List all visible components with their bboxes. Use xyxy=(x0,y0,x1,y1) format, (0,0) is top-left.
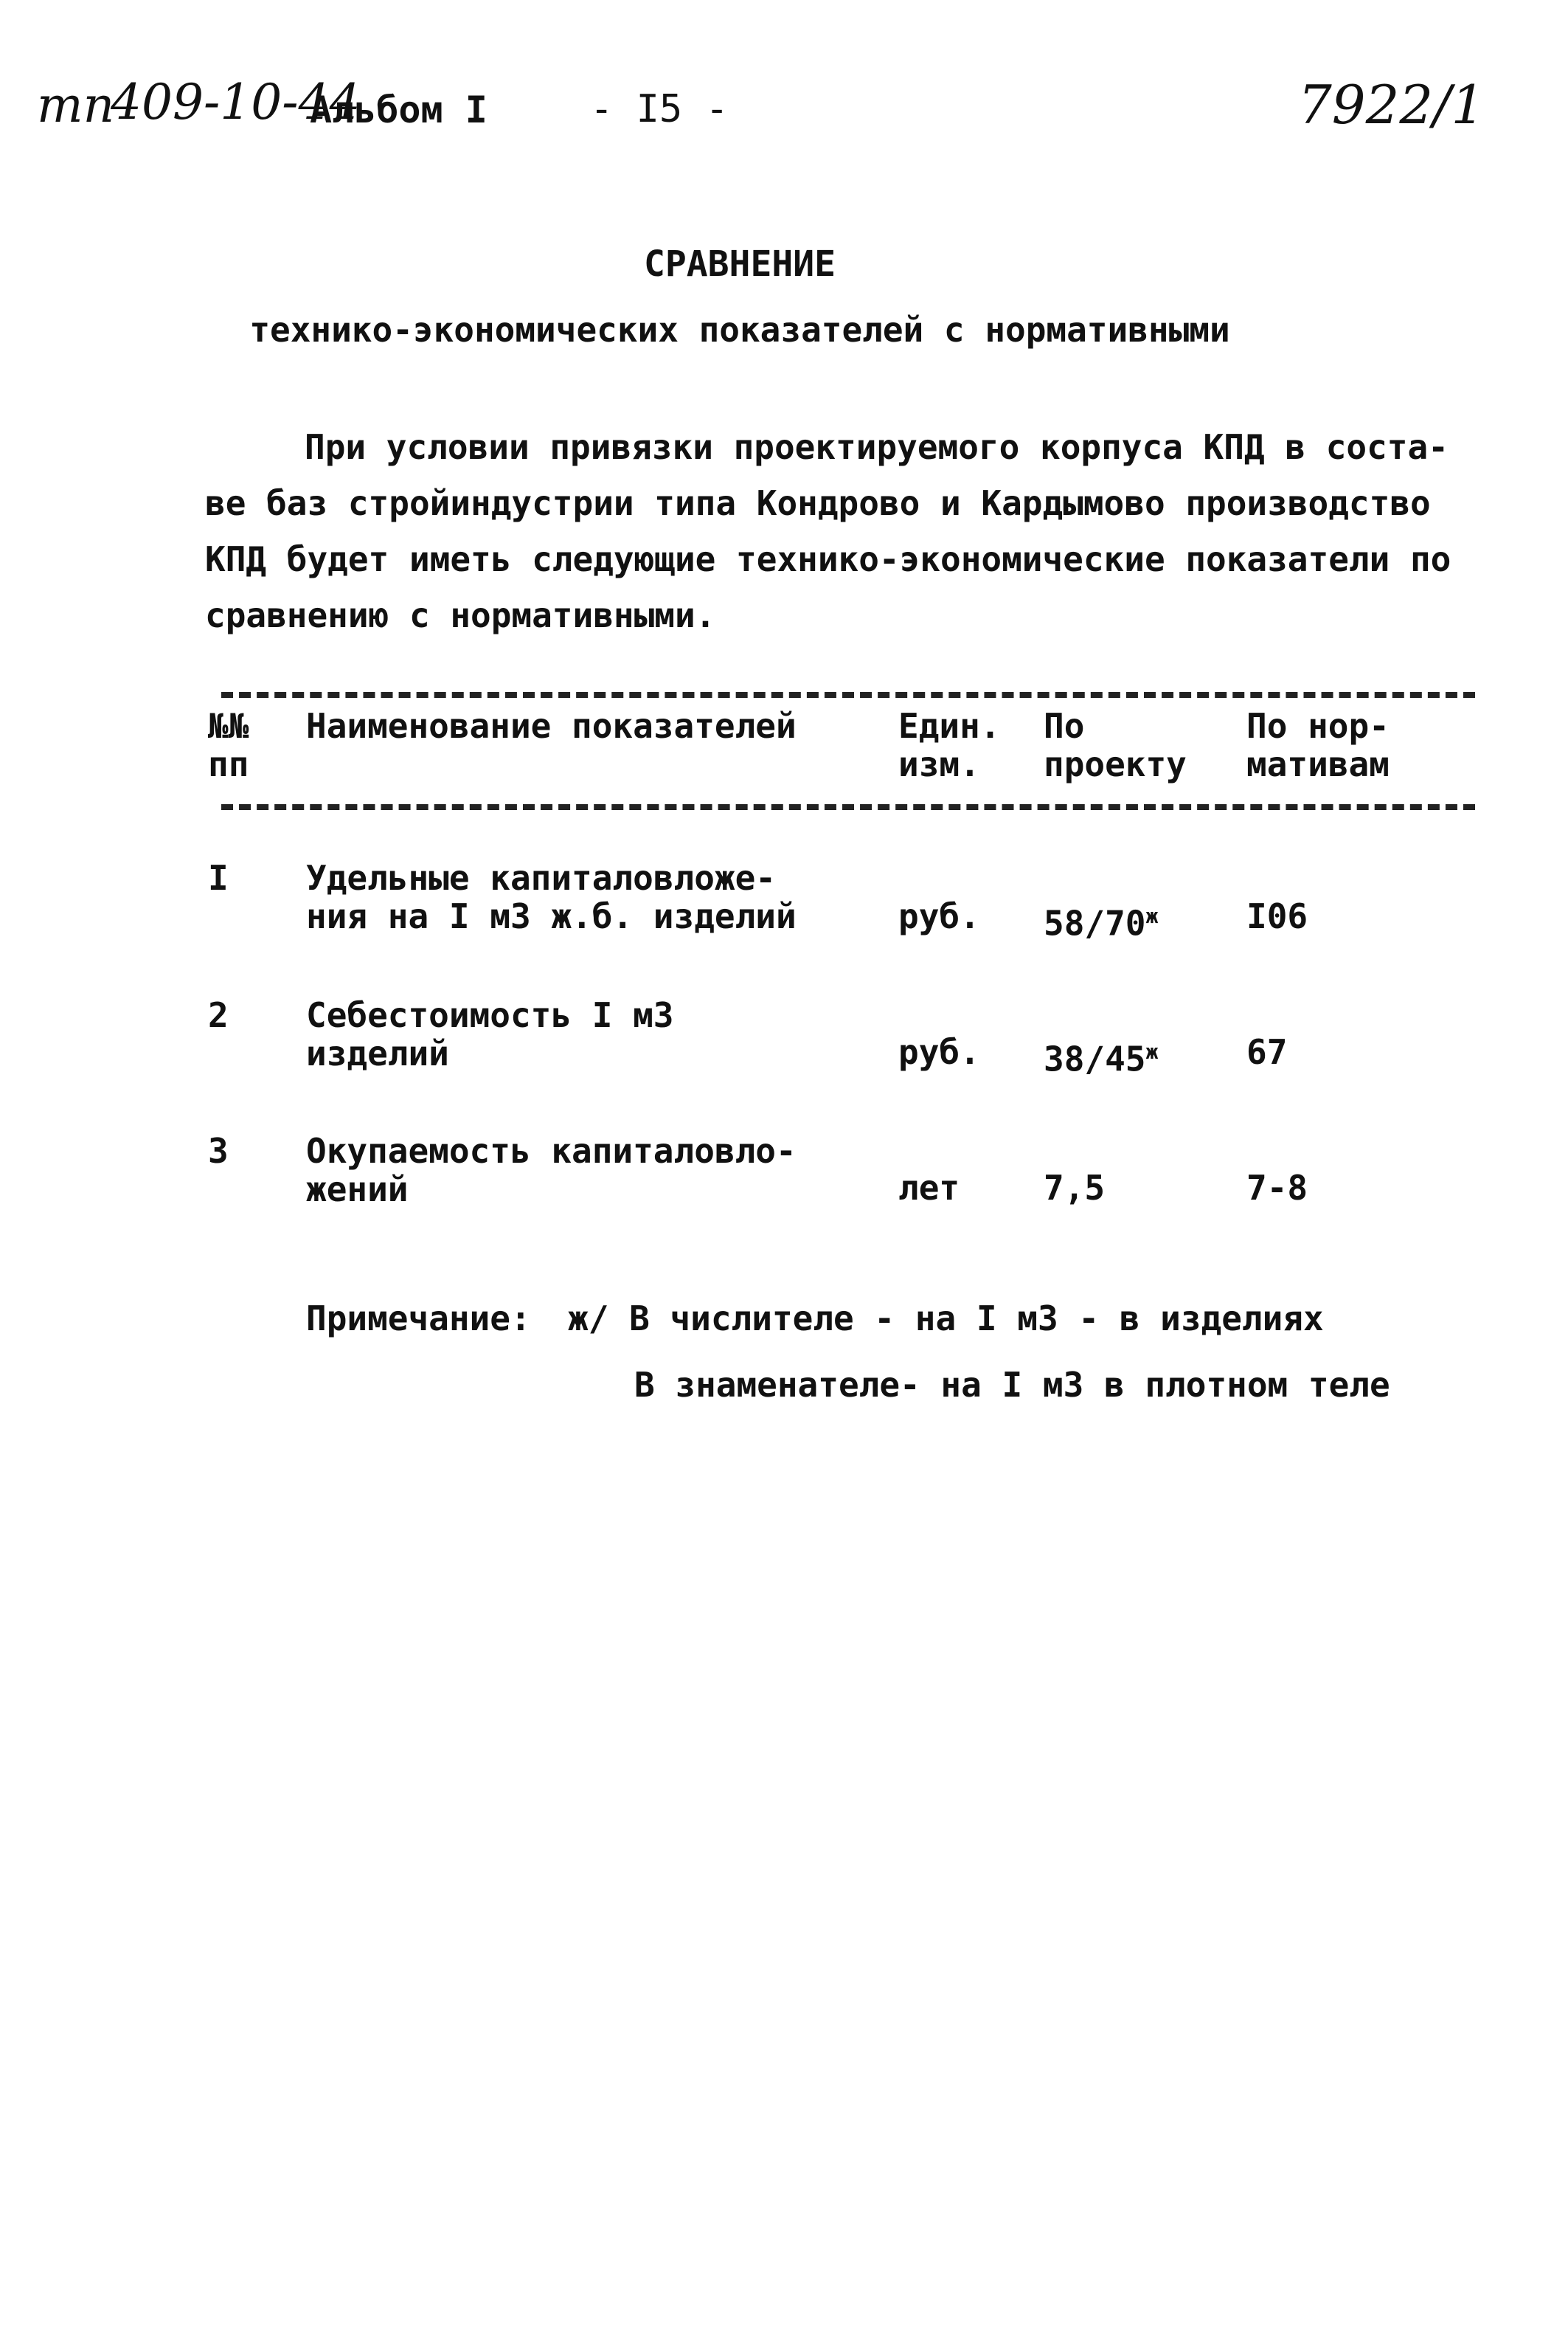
intro-line: При условии привязки проектируемого корпуса КПД в соста- xyxy=(305,427,1449,467)
header-num: №№ пп xyxy=(208,706,249,784)
row-norm: 7-8 xyxy=(1246,1168,1308,1208)
page-subtitle: технико-экономических показателей с нормативными xyxy=(249,310,1230,350)
footnote-mark: ж xyxy=(1145,1040,1159,1064)
row-name: Окупаемость капиталовло- жений xyxy=(306,1131,797,1209)
doc-number: 7922/1 xyxy=(1298,74,1485,136)
table-top-rule xyxy=(221,692,1475,698)
page-number: - I5 - xyxy=(590,87,729,131)
header-unit: Един. изм. xyxy=(898,706,1001,784)
album-label: Альбом I xyxy=(310,89,488,131)
intro-line: ве баз стройиндустрии типа Кондрово и Кардымово производство xyxy=(205,483,1431,523)
doc-code-number: 409-10-44 xyxy=(111,74,361,131)
row-unit: руб. xyxy=(898,1032,980,1072)
row-norm: 67 xyxy=(1246,1032,1288,1072)
row-name: Удельные капиталовложе- ния на I м3 ж.б. изделий xyxy=(306,858,797,936)
intro-paragraph xyxy=(205,419,1474,643)
row-project: $38/45^ж$ xyxy=(1044,1039,1159,1079)
header-name: Наименование показателей xyxy=(306,706,797,746)
note-line-2: В знаменателе- на I м3 в плотном теле xyxy=(634,1365,1390,1405)
header-project: По проекту xyxy=(1044,706,1187,784)
row-num: 3 xyxy=(208,1131,229,1171)
row-project: $58/70^ж$ xyxy=(1044,903,1159,944)
row-norm: I06 xyxy=(1246,896,1308,936)
note-line-1: ж/ В числителе - на I м3 - в изделиях xyxy=(568,1298,1324,1338)
row-unit: руб. xyxy=(898,896,980,936)
note-label: Примечание: xyxy=(306,1298,531,1338)
table-header-rule xyxy=(221,804,1475,810)
row-name: Себестоимость I м3 изделий xyxy=(306,995,674,1073)
row-num: 2 xyxy=(208,995,229,1035)
footnote-mark: ж xyxy=(1145,904,1159,928)
page-title: СРАВНЕНИЕ xyxy=(643,243,836,285)
row-num: I xyxy=(208,858,229,898)
intro-line: сравнению с нормативными. xyxy=(205,595,716,635)
row-project: 7,5 xyxy=(1044,1168,1106,1208)
header-norm: По нор- мативам xyxy=(1246,706,1390,784)
row-unit: лет xyxy=(898,1168,960,1208)
doc-code-prefix: тп xyxy=(37,77,115,134)
intro-line: КПД будет иметь следующие технико-экономические показатели по xyxy=(205,539,1451,579)
